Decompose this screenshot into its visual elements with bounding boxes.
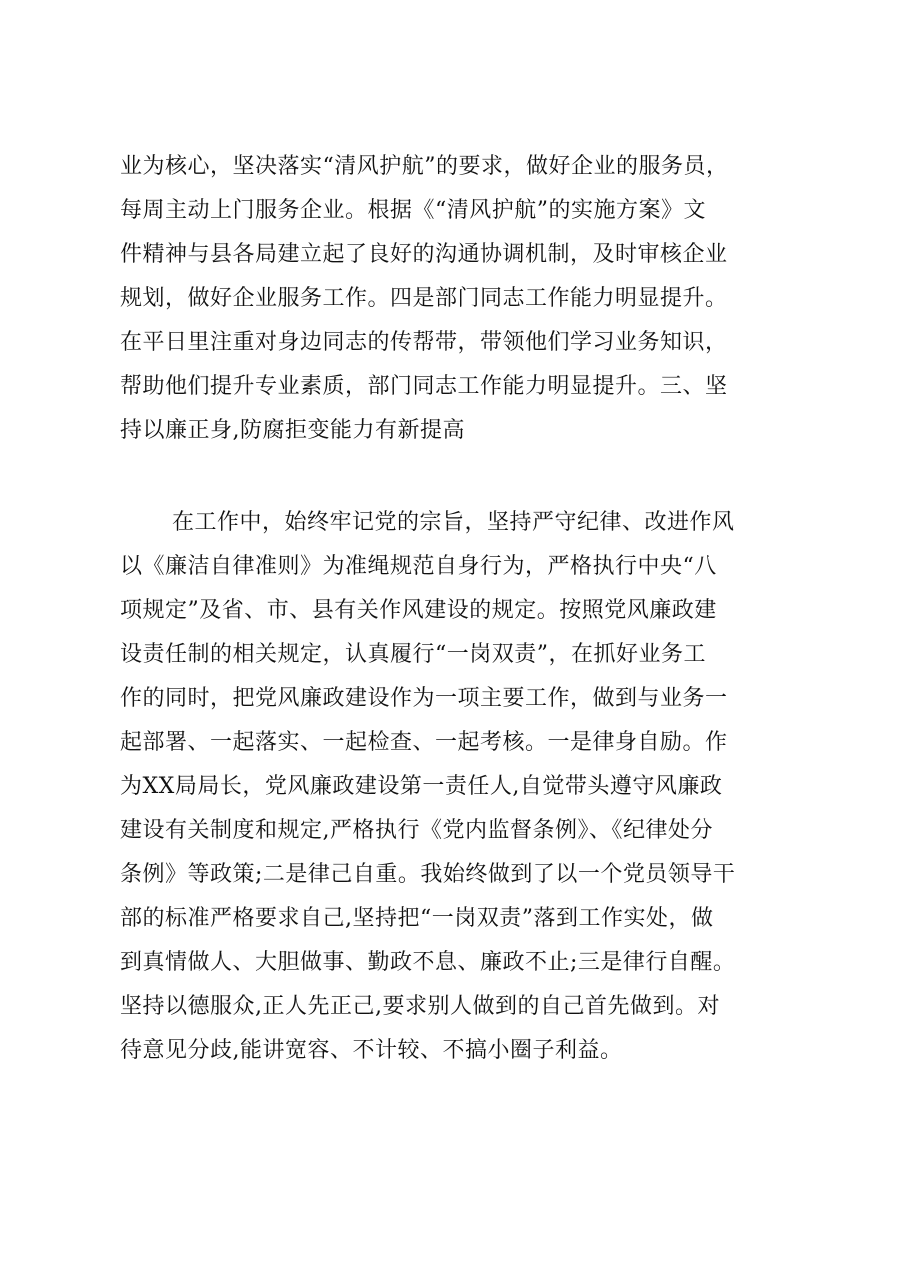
paragraph-start-line: 在工作中，始终牢记党的宗旨，坚持严守纪律、改进作风 [172,510,735,535]
text-line-17: 部的标准严格要求自己,坚持把“一岗双责”落到工作实处，做 [120,906,714,931]
text-line-4: 规划，做好企业服务工作。四是部门同志工作能力明显提升。 [120,286,728,311]
text-line-12: 作的同时，把党风廉政建设作为一项主要工作，做到与业务一 [120,686,728,711]
text-line-20: 待意见分歧,能讲宽容、不计较、不搞小圈子利益。 [120,1038,623,1063]
text-line-18: 到真情做人、大胆做事、勤政不息、廉政不止;三是律行自醒。 [120,950,736,975]
text-line-11: 设责任制的相关规定，认真履行“一岗双责”，在抓好业务工 [120,642,706,667]
text-line-9: 以《廉洁自律准则》为准绳规范自身行为，严格执行中央“八 [120,554,717,579]
text-line-2: 每周主动上门服务企业。根据《“清风护航”的实施方案》文 [120,198,706,223]
text-line-7: 持以廉正身,防腐拒变能力有新提高 [120,418,465,443]
text-line-1: 业为核心，坚决落实“清风护航”的要求，做好企业的服务员， [120,154,729,179]
text-line-3: 件精神与县各局建立起了良好的沟通协调机制，及时审核企业 [120,242,728,267]
text-line-19: 坚持以德服众,正人先正己,要求别人做到的自己首先做到。对 [120,994,720,1019]
text-line-15: 建设有关制度和规定,严格执行《党内监督条例》、《纪律处分 [120,818,713,843]
text-line-6: 帮助他们提升专业素质，部门同志工作能力明显提升。三、坚 [120,374,728,399]
text-line-10: 项规定”及省、市、县有关作风建设的规定。按照党风廉政建 [120,598,717,623]
text-line-13: 起部署、一起落实、一起检查、一起考核。一是律身自励。作 [120,730,728,755]
text-line-14: 为XX局局长，党风廉政建设第一责任人,自觉带头遵守风廉政 [120,774,723,799]
text-line-16: 条例》等政策;二是律己自重。我始终做到了以一个党员领导干 [120,862,736,887]
text-line-5: 在平日里注重对身边同志的传帮带，带领他们学习业务知识， [120,330,728,355]
